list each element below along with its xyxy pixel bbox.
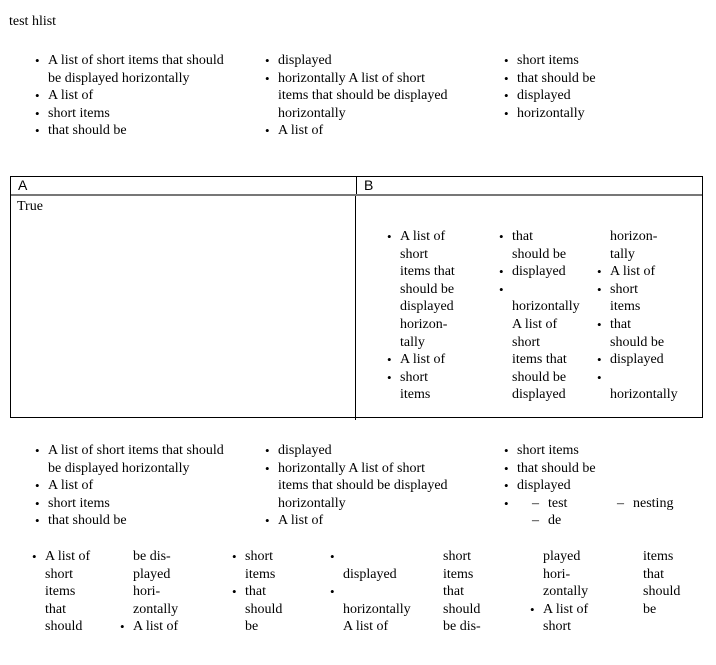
list-item-text: that [643,566,664,582]
list-item-line [400,334,455,352]
list-item-text: short items [48,495,110,511]
list-item-line [597,351,678,369]
list-item-line [265,460,448,478]
list-item-text: A list of short items that should [48,443,224,458]
list-item-line [543,548,588,566]
bullet-icon: • [35,495,40,511]
list-item-text: A list of [45,549,91,564]
list-item-text: that [610,316,631,332]
list-item-line [504,87,596,105]
list-item-text: items that should be displayed [278,478,448,494]
table-header-cell-b: B [364,177,374,193]
list-item-line [532,495,568,513]
bullet-icon: • [35,478,40,494]
table-header-cell-a: A [11,177,357,194]
list-item-line [499,228,580,246]
list-item-line [278,477,448,495]
list-item-line [265,512,448,530]
bullet-icon: • [387,352,392,368]
list-item-text: be dis- [133,549,171,564]
list-item-line [45,601,90,619]
list-item-text: should be [512,246,567,262]
list-item-text: A list of [278,123,324,139]
list-item-text: displayed [278,443,332,458]
list-item-text: displayed [610,352,664,368]
bullet-icon: • [265,123,270,139]
list-item-line [330,583,411,601]
list-item-text: de [548,513,562,529]
list-item-line [232,583,282,601]
hlist-column [504,52,596,122]
list-item-text: short items [517,53,579,68]
list-item-line [265,122,448,140]
bullet-icon: • [387,229,392,244]
hlist-column [643,548,680,618]
list-item-text: should be [610,334,665,350]
list-item-text: A list of [512,316,558,332]
list-item-text: horizontally A list of short [278,460,425,476]
bullet-icon: • [504,443,509,458]
bullet-icon: • [35,123,40,139]
list-item-text: zontally [133,601,179,617]
bullet-icon: • [35,88,40,104]
hlist-column [499,228,580,404]
list-item-line [597,263,678,281]
bullet-icon: • [265,513,270,529]
list-item-line [617,495,674,513]
list-item-text: should be [400,281,455,297]
bullet-icon: • [504,53,509,68]
list-item-line [443,548,481,566]
hlist-column [530,548,589,636]
bullet-icon: • [265,460,270,476]
list-item-line [597,316,678,334]
list-item-line [387,228,455,246]
hlist-column [617,495,674,513]
bullet-icon: • [504,70,509,86]
bullet-icon: • [232,549,237,564]
list-item-text: short [543,619,571,635]
list-item-text: short [400,246,428,262]
list-item-text: items [400,387,431,403]
list-item-line [512,298,580,316]
list-item-line [610,386,678,404]
table-cell-a: True [11,196,356,420]
hlist-column [120,548,179,636]
list-item-text: items [610,299,641,315]
list-item-line [610,298,678,316]
list-item-text: should be [512,369,567,385]
list-item-line [543,583,588,601]
hlist-column [532,495,568,530]
bullet-icon: • [35,513,40,529]
list-item-text: displayed [512,387,566,403]
list-item-line [400,263,455,281]
list-item-line [278,87,448,105]
list-item-line [48,70,224,88]
list-item-text: should [643,584,681,600]
bullet-icon: • [499,229,504,244]
list-item-line [400,298,455,316]
list-item-text: items [245,566,276,582]
list-item-line [443,583,481,601]
list-item-text: that [512,229,533,244]
list-item-line [504,477,596,495]
list-item-text: that should be [48,513,127,529]
list-item-line [32,548,91,566]
list-item-line [278,495,448,513]
list-item-line [35,512,224,530]
bullet-icon: • [265,70,270,86]
list-item-line [133,601,178,619]
list-item-line [597,281,678,299]
list-item-line [400,316,455,334]
bullet-icon: • [499,264,504,280]
list-item-line [543,618,588,636]
list-item-text: items [643,549,674,564]
bullet-icon: • [504,88,509,104]
list-item-text: that [45,601,66,617]
list-item-text: items that [400,264,455,280]
list-item-text: short items [517,443,579,458]
list-item-line [643,566,680,584]
list-item-text: horizontally [278,495,346,511]
bullet-icon: • [120,619,125,635]
list-item-text: tally [400,334,425,350]
list-item-text: A list of [48,478,94,494]
hlist-column [443,548,481,636]
list-item-line [343,601,411,619]
list-item-line [245,566,282,584]
list-item-text: should [45,619,83,635]
list-item-text: be [643,601,657,617]
list-item-text: short [443,549,471,564]
list-item-line [643,548,680,566]
list-item-line [278,105,448,123]
bullet-icon: • [387,369,392,385]
list-item-text: be displayed horizontally [48,70,190,86]
list-item-text: short [512,334,540,350]
list-item-line [35,122,224,140]
list-item-line [643,601,680,619]
list-item-line [400,281,455,299]
list-item-text: horizon- [400,316,448,332]
list-item-line [512,246,580,264]
list-item-text: displayed [278,53,332,68]
list-item-text: items that should be displayed [278,88,448,104]
list-item-line [133,548,178,566]
list-item-text: A list of [343,619,389,635]
list-item-line [512,386,580,404]
list-item-line [120,618,179,636]
list-item-text: that should be [48,123,127,139]
list-item-line [504,460,596,478]
list-item-text: should [443,601,481,617]
list-item-text: A list of short items that should [48,53,224,68]
list-item-text: be [245,619,259,635]
bullet-icon: • [504,105,509,121]
bullet-icon: • [32,549,37,564]
hlist-column [387,228,455,404]
list-item-text: displayed [343,566,397,582]
hlist-column [35,442,224,530]
list-item-text: short [610,281,638,297]
list-item-line [45,583,90,601]
bullet-icon: • [35,53,40,68]
list-item-text: hori- [133,584,161,600]
hlist-column [232,548,283,636]
bullet-icon: • [597,281,602,297]
bullet-icon: • [265,443,270,458]
list-item-text: horizontally [278,105,346,121]
list-item-text: tally [610,246,635,262]
list-item-line [512,369,580,387]
bullet-icon: • [35,443,40,458]
hlist-column [265,52,448,140]
list-item-line [443,566,481,584]
list-item-line [265,70,448,88]
hlist-column [265,442,448,530]
list-item-line [443,618,481,636]
list-item-line [499,281,580,299]
list-item-line [530,601,589,619]
list-item-text: be dis- [443,619,481,635]
list-item-text: short [400,369,428,385]
list-item-line [387,351,455,369]
table-header-row [11,177,702,196]
list-item-text: displayed [400,299,454,315]
list-item-line [343,618,411,636]
list-item-text: A list of [543,601,589,617]
list-item-line [45,566,90,584]
list-item-text: short [45,566,73,582]
list-item-line [512,334,580,352]
list-item-line [504,70,596,88]
dash-bullet-icon: – [532,513,539,529]
list-item-text: that should be [517,460,596,476]
bullet-icon: • [597,316,602,332]
list-item-line [133,566,178,584]
list-item-text: horizontally [610,387,678,403]
list-item-line [504,442,596,460]
hlist-column [597,228,678,404]
list-item-line [499,263,580,281]
list-item-text: nesting [633,495,674,511]
list-item-line [265,52,448,70]
list-item-line [610,334,678,352]
bullet-icon: • [530,601,535,617]
bullet-icon: • [330,549,335,564]
list-item-text: A list of [133,619,179,635]
list-item-text: short [245,549,273,564]
bullet-icon: • [504,460,509,476]
list-item-line [48,460,224,478]
list-item-line [443,601,481,619]
list-item-line [610,246,678,264]
hlist-column [35,52,224,140]
bullet-icon: • [499,281,504,297]
bullet-icon: • [265,53,270,68]
list-item-line [597,369,678,387]
list-item-text: items that [512,352,567,368]
list-item-text: hori- [543,566,571,582]
list-item-line [343,566,411,584]
list-item-line [245,601,282,619]
list-item-text: displayed [517,88,571,104]
list-item-text: that should be [517,70,596,86]
list-item-text: played [133,566,171,582]
list-item-line [35,477,224,495]
list-item-line [45,618,90,636]
list-item-text: A list of [48,88,94,104]
list-item-line [400,246,455,264]
list-item-line [232,548,282,566]
list-item-line [512,351,580,369]
list-item-text: that [245,584,266,600]
list-item-text: should [245,601,283,617]
bullet-icon: • [330,584,335,600]
list-item-text: A list of [400,229,446,244]
list-item-line [543,566,588,584]
list-item-text: horizon- [610,229,658,244]
bullet-icon: • [35,105,40,121]
list-item-text: A list of [610,264,656,280]
bullet-icon: • [504,478,509,494]
list-item-line [35,442,224,460]
page-title: test hlist [9,14,57,29]
hlist-column [330,548,411,636]
list-item-line [504,105,596,123]
bullet-icon: • [597,264,602,280]
list-item-line [265,442,448,460]
list-item-line [330,548,411,566]
list-item-line [35,87,224,105]
list-item-text: that [443,584,464,600]
bullet-icon: • [597,369,602,385]
list-item-text: horizontally [512,299,580,315]
list-item-text: horizontally [343,601,411,617]
list-item-line [35,52,224,70]
list-item-text: horizontally [517,105,585,121]
list-item-line [504,52,596,70]
list-item-line [133,583,178,601]
list-item-line [387,369,455,387]
list-item-text: zontally [543,584,589,600]
dash-bullet-icon: – [617,495,624,511]
hlist-column [32,548,91,636]
list-item-line [245,618,282,636]
list-item-text: A list of [278,513,324,529]
list-item-line [512,316,580,334]
list-item-text: displayed [517,478,571,494]
list-item-line [610,228,678,246]
list-item-text: items [45,584,76,600]
list-item-line [35,105,224,123]
bullet-icon: • [504,495,509,511]
list-item-line [532,512,567,530]
list-item-text: items [443,566,474,582]
list-item-line [400,386,455,404]
list-item-text: test [548,495,568,511]
list-item-line [35,495,224,513]
list-item-line [643,583,680,601]
list-item-text: horizontally A list of short [278,70,425,86]
list-item-text: played [543,549,581,564]
bullet-icon: • [597,352,602,368]
list-item-text: short items [48,105,110,121]
bullet-icon: • [232,584,237,600]
list-item-text: displayed [512,264,566,280]
list-item-text: be displayed horizontally [48,460,190,476]
dash-bullet-icon: – [532,495,539,511]
list-item-text: A list of [400,352,446,368]
